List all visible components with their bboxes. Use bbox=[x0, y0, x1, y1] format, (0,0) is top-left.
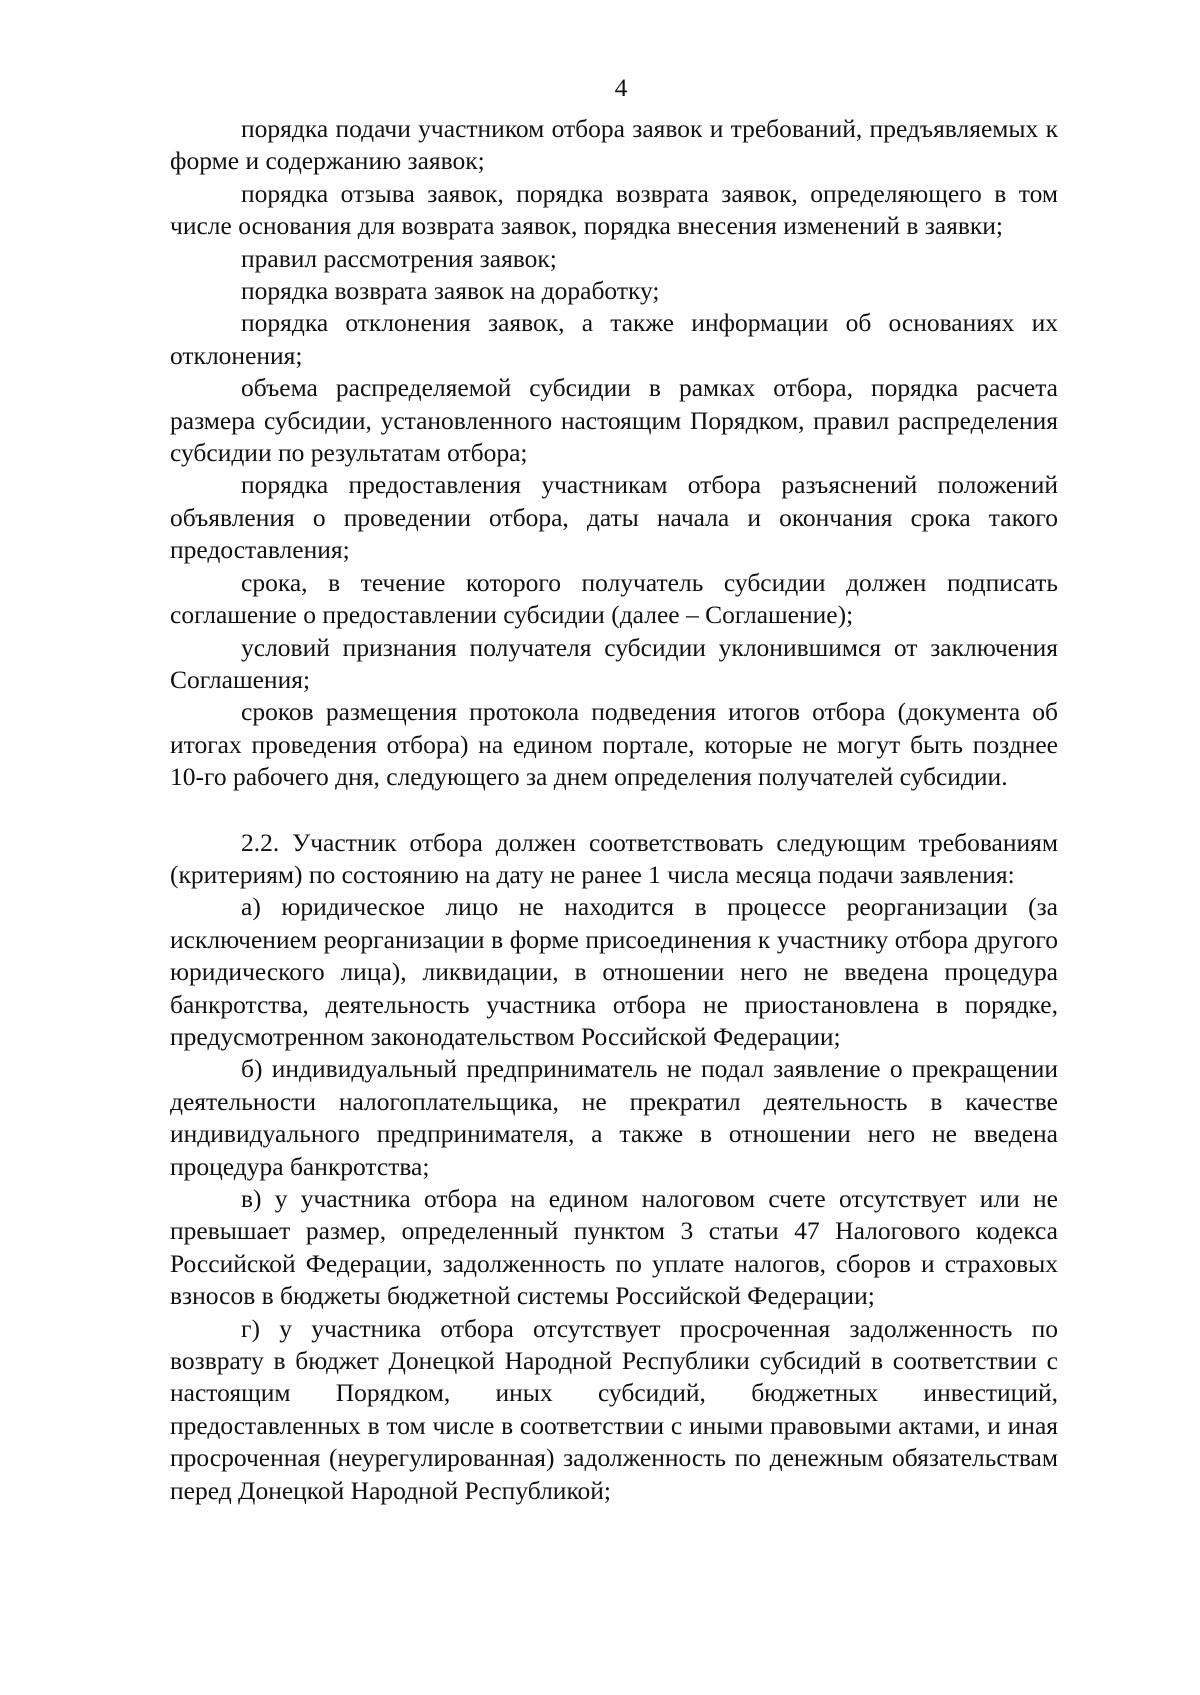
requirement-item-a: а) юридическое лицо не находится в процессе реорганизации (за исключением реорганизации в форме присоединения к участнику отбора другого юридического лица), ликвидации, в отношении него не введена процедура банкротства, деятельность участника отбора не приостановлена в порядке, предусмотренном законодательством Российской Федерации; bbox=[170, 892, 1058, 1051]
paragraph-spacer bbox=[170, 794, 1058, 827]
requirement-item-b: б) индивидуальный предприниматель не подал заявление о прекращении деятельности налогоплательщика, не прекратил деятельность в качестве индивидуального предпринимателя, а также в отношении него не введена процедура банкротства; bbox=[170, 1054, 1058, 1181]
list-item: сроков размещения протокола подведения итогов отбора (документа об итогах проведения отбора) на едином портале, которые не могут быть позднее 10-го рабочего дня, следующего за днем определения получателей субсидии. bbox=[170, 697, 1058, 792]
list-item: порядка возврата заявок на доработку; bbox=[241, 276, 660, 306]
requirement-item-g: г) у участника отбора отсутствует просроченная задолженность по возврату в бюджет Донецкой Народной Республики субсидий в соответствии с настоящим Порядком, иных субсидий, бюджетных инвестиций, предоставленных в том числе в соответствии с иными правовыми актами, и иная просроченная (неурегулированная) задолженность по денежным обязательствам перед Донецкой Народной Республикой; bbox=[170, 1313, 1058, 1505]
list-item: правил рассмотрения заявок; bbox=[241, 243, 557, 273]
list-item: срока, в течение которого получатель субсидии должен подписать соглашение о предоставлении субсидии (далее – Соглашение); bbox=[170, 567, 1058, 630]
list-item: условий признания получателя субсидии уклонившимся от заключения Соглашения; bbox=[170, 632, 1058, 694]
list-item: объема распределяемой субсидии в рамках отбора, порядка расчета размера субсидии, установленного настоящим Порядком, правил распределения субсидии по результатам отбора; bbox=[170, 373, 1058, 468]
section-heading-2-2: 2.2. Участник отбора должен соответствовать следующим требованиям (критериям) по состоянию на дату не ранее 1 числа месяца подачи заявления: bbox=[170, 827, 1058, 889]
list-item: порядка предоставления участникам отбора разъяснений положений объявления о проведении отбора, даты начала и окончания срока такого предоставления; bbox=[170, 470, 1058, 565]
list-item: порядка отзыва заявок, порядка возврата заявок, определяющего в том числе основания для возврата заявок, порядка внесения изменений в заявки; bbox=[170, 178, 1058, 241]
page-number: 4 bbox=[614, 73, 628, 102]
list-item: порядка отклонения заявок, а также информации об основаниях их отклонения; bbox=[170, 308, 1058, 370]
requirement-item-v: в) у участника отбора на едином налоговом счете отсутствует или не превышает размер, определенный пунктом 3 статьи 47 Налогового кодекса Российской Федерации, задолженность по уплате налогов, сборов и страховых взносов в бюджеты бюджетной системы Российской Федерации; bbox=[170, 1184, 1058, 1311]
list-item: порядка подачи участником отбора заявок и требований, предъявляемых к форме и содержанию заявок; bbox=[170, 114, 1058, 176]
